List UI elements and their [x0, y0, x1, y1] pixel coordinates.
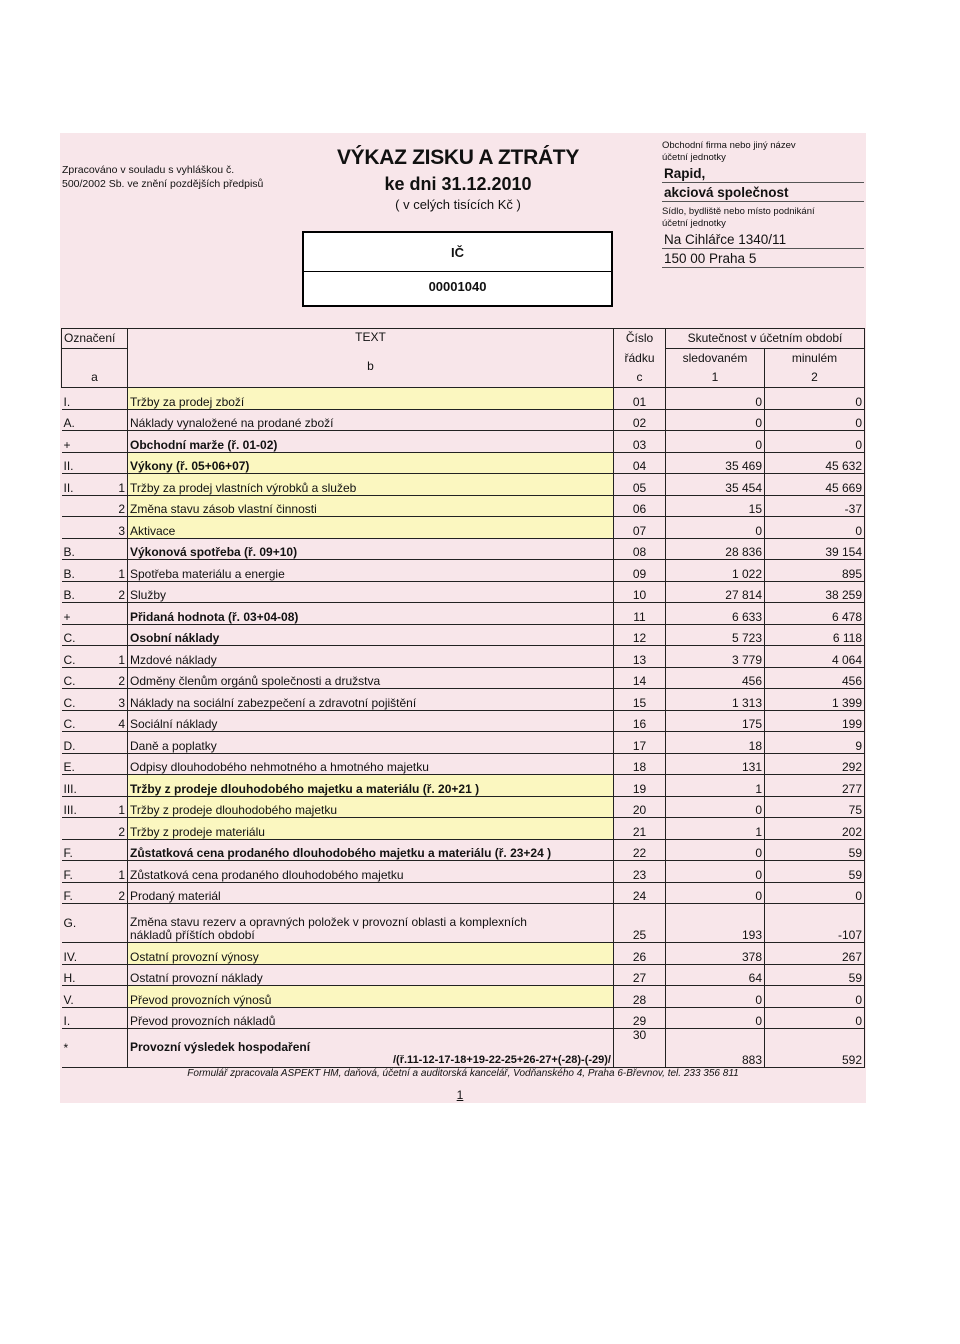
row-subnumber	[106, 409, 128, 431]
row-subnumber: 1	[106, 474, 128, 496]
table-row	[62, 753, 865, 775]
row-previous-period: 202	[765, 818, 865, 840]
row-line-number: 05	[614, 474, 666, 496]
table-row	[62, 882, 865, 904]
row-text: Zůstatková cena prodaného dlouhodobého majetku a materiálu (ř. 23+24 )	[128, 839, 614, 861]
row-marker: G.	[62, 904, 106, 943]
row-text: Změna stavu zásob vlastní činnosti	[128, 495, 614, 517]
row-text: Převod provozních nákladů	[128, 1007, 614, 1029]
row-marker: B.	[62, 560, 106, 582]
report-date: ke dni 31.12.2010	[384, 174, 532, 194]
table-row	[62, 474, 865, 496]
row-line-number: 22	[614, 839, 666, 861]
row-line-number: 28	[614, 986, 666, 1008]
row-marker: B.	[62, 581, 106, 603]
row-subnumber	[106, 1007, 128, 1029]
row-current-period: 0	[666, 839, 765, 861]
table-row	[62, 646, 865, 668]
ic-divider	[304, 271, 611, 272]
report-units: ( v celých tisících Kč )	[395, 197, 521, 212]
legal-basis-line1: Zpracováno v souladu s vyhláškou č.	[62, 164, 235, 176]
row-previous-period: 6 118	[765, 624, 865, 646]
ic-value: 00001040	[428, 279, 487, 294]
row-subnumber	[106, 775, 128, 797]
table-row	[62, 603, 865, 625]
row-current-period: 883	[666, 1029, 765, 1068]
row-line-number: 27	[614, 964, 666, 986]
row-subnumber	[106, 732, 128, 754]
row-subnumber: 2	[106, 818, 128, 840]
row-previous-period: 9	[765, 732, 865, 754]
row-text-line2: /(ř.11-12-17-18+19-22-25+26-27+(-28)-(-29)/	[393, 1054, 611, 1066]
table-row	[62, 560, 865, 582]
row-subnumber: 1	[106, 560, 128, 582]
ic-label: IČ	[451, 245, 464, 260]
row-line-number: 17	[614, 732, 666, 754]
row-line-number: 04	[614, 452, 666, 474]
row-subnumber	[106, 904, 128, 943]
row-marker	[62, 495, 106, 517]
row-subnumber	[106, 388, 128, 410]
row-current-period: 35 469	[666, 452, 765, 474]
header-col-a: a	[62, 368, 128, 388]
firm-city: 150 00 Praha 5	[662, 249, 864, 268]
row-line-number: 10	[614, 581, 666, 603]
table-row	[62, 710, 865, 732]
table-row	[62, 538, 865, 560]
header-row-1	[62, 329, 865, 349]
row-previous-period: 267	[765, 943, 865, 965]
row-previous-period: 0	[765, 1007, 865, 1029]
row-subnumber	[106, 603, 128, 625]
row-subnumber	[106, 624, 128, 646]
seat-label-1: Sídlo, bydliště nebo místo podnikání	[662, 206, 815, 217]
row-text: Převod provozních výnosů	[128, 986, 614, 1008]
row-current-period: 131	[666, 753, 765, 775]
table-row	[62, 839, 865, 861]
row-text: Přidaná hodnota (ř. 03+04-08)	[128, 603, 614, 625]
row-previous-period: 456	[765, 667, 865, 689]
row-current-period: 0	[666, 882, 765, 904]
row-previous-period: -37	[765, 495, 865, 517]
row-marker: C.	[62, 667, 106, 689]
row-current-period: 1 022	[666, 560, 765, 582]
row-text: Odpisy dlouhodobého nehmotného a hmotného majetku	[128, 753, 614, 775]
row-line-number: 08	[614, 538, 666, 560]
row-previous-period: 59	[765, 964, 865, 986]
row-line-number: 26	[614, 943, 666, 965]
row-current-period: 6 633	[666, 603, 765, 625]
row-line-number: 02	[614, 409, 666, 431]
row-subnumber	[106, 1029, 128, 1068]
row-current-period: 0	[666, 1007, 765, 1029]
row-text: Ostatní provozní výnosy	[128, 943, 614, 965]
row-previous-period: 4 064	[765, 646, 865, 668]
row-text: Spotřeba materiálu a energie	[128, 560, 614, 582]
table-row	[62, 667, 865, 689]
row-text: Služby	[128, 581, 614, 603]
row-marker: II.	[62, 452, 106, 474]
row-previous-period: 0	[765, 882, 865, 904]
income-statement-table	[61, 328, 865, 1068]
row-current-period: 18	[666, 732, 765, 754]
row-current-period: 0	[666, 796, 765, 818]
row-current-period: 1 313	[666, 689, 765, 711]
row-subnumber: 1	[106, 861, 128, 883]
row-subnumber	[106, 839, 128, 861]
table-row	[62, 818, 865, 840]
firm-street: Na Cihlářce 1340/11	[662, 230, 864, 249]
table-row	[62, 431, 865, 453]
row-marker: V.	[62, 986, 106, 1008]
table-row	[62, 861, 865, 883]
row-previous-period: 592	[765, 1029, 865, 1068]
row-current-period: 193	[666, 904, 765, 943]
row-previous-period: 59	[765, 839, 865, 861]
header-radku: řádku	[614, 349, 666, 369]
seat-label-2: účetní jednotky	[662, 218, 726, 229]
row-previous-period: 292	[765, 753, 865, 775]
row-current-period: 1	[666, 775, 765, 797]
row-marker: I.	[62, 388, 106, 410]
row-line-number: 12	[614, 624, 666, 646]
row-marker: D.	[62, 732, 106, 754]
table-row	[62, 943, 865, 965]
row-line-number: 19	[614, 775, 666, 797]
row-line-number: 15	[614, 689, 666, 711]
row-marker: E.	[62, 753, 106, 775]
row-previous-period: 1 399	[765, 689, 865, 711]
row-marker: F.	[62, 882, 106, 904]
row-previous-period: 6 478	[765, 603, 865, 625]
table-row	[62, 986, 865, 1008]
row-current-period: 0	[666, 388, 765, 410]
row-subnumber: 2	[106, 581, 128, 603]
row-line-number: 03	[614, 431, 666, 453]
row-line-number: 30	[614, 1029, 666, 1068]
row-current-period: 0	[666, 861, 765, 883]
legal-basis-line2: 500/2002 Sb. ve znění pozdějších předpisů	[62, 178, 264, 190]
row-text: Odměny členům orgánů společnosti a družstva	[128, 667, 614, 689]
row-text: Náklady vynaložené na prodané zboží	[128, 409, 614, 431]
row-marker: *	[62, 1029, 106, 1068]
footer-note: Formulář zpracovala ASPEKT HM, daňová, účetní a auditorská kancelář, Vodňanského 4, Praha 6-Břevnov, tel. 233 356 811	[187, 1068, 739, 1079]
row-previous-period: 45 669	[765, 474, 865, 496]
row-text-line1: Provozní výsledek hospodaření	[130, 1040, 311, 1054]
header-col-b: b	[367, 359, 374, 373]
table-row	[62, 775, 865, 797]
row-text: Sociální náklady	[128, 710, 614, 732]
row-text: Osobní náklady	[128, 624, 614, 646]
table-row	[62, 495, 865, 517]
row-previous-period: -107	[765, 904, 865, 943]
row-line-number: 06	[614, 495, 666, 517]
row-marker: C.	[62, 646, 106, 668]
row-text: Výkonová spotřeba (ř. 09+10)	[128, 538, 614, 560]
row-subnumber: 1	[106, 646, 128, 668]
row-text: Tržby za prodej zboží	[128, 388, 614, 410]
row-current-period: 3 779	[666, 646, 765, 668]
row-previous-period: 0	[765, 517, 865, 539]
row-marker: III.	[62, 775, 106, 797]
header-blank	[62, 349, 128, 369]
row-previous-period: 45 632	[765, 452, 865, 474]
row-text: Zůstatková cena prodaného dlouhodobého majetku	[128, 861, 614, 883]
row-line-number: 18	[614, 753, 666, 775]
row-marker: +	[62, 431, 106, 453]
firm-label-1: Obchodní firma nebo jiný název	[662, 140, 796, 151]
row-marker: A.	[62, 409, 106, 431]
row-text: Ostatní provozní náklady	[128, 964, 614, 986]
header-col-1: 1	[666, 368, 765, 388]
row-current-period: 0	[666, 517, 765, 539]
firm-name: Rapid,	[662, 164, 864, 183]
row-subnumber: 2	[106, 882, 128, 904]
table-row	[62, 964, 865, 986]
row-previous-period: 0	[765, 431, 865, 453]
row-marker	[62, 517, 106, 539]
row-text-line1: Změna stavu rezerv a opravných položek v provozní oblasti a komplexních	[130, 915, 527, 929]
row-current-period: 15	[666, 495, 765, 517]
header-minulem: minulém	[765, 349, 865, 369]
row-subnumber: 1	[106, 796, 128, 818]
row-text	[128, 1029, 614, 1068]
firm-info	[662, 140, 864, 268]
row-text: Tržby z prodeje materiálu	[128, 818, 614, 840]
row-current-period: 0	[666, 409, 765, 431]
row-line-number: 11	[614, 603, 666, 625]
header-oznaceni: Označení	[62, 329, 128, 349]
row-current-period: 0	[666, 986, 765, 1008]
row-previous-period: 59	[765, 861, 865, 883]
table-row	[62, 732, 865, 754]
row-subnumber: 4	[106, 710, 128, 732]
row-text: Mzdové náklady	[128, 646, 614, 668]
row-line-number: 25	[614, 904, 666, 943]
row-text: Tržby z prodeje dlouhodobého majetku a materiálu (ř. 20+21 )	[128, 775, 614, 797]
header-col-2: 2	[765, 368, 865, 388]
header-cislo: Číslo	[614, 329, 666, 349]
table-row	[62, 904, 865, 943]
row-marker: I.	[62, 1007, 106, 1029]
report-title-block	[300, 146, 616, 212]
row-current-period: 5 723	[666, 624, 765, 646]
table-row	[62, 689, 865, 711]
row-marker: II.	[62, 474, 106, 496]
row-current-period: 0	[666, 431, 765, 453]
row-current-period: 35 454	[666, 474, 765, 496]
table-row	[62, 581, 865, 603]
table-row	[62, 388, 865, 410]
header-text	[128, 329, 614, 388]
row-text: Aktivace	[128, 517, 614, 539]
row-line-number: 16	[614, 710, 666, 732]
row-subnumber	[106, 986, 128, 1008]
firm-label-2: účetní jednotky	[662, 152, 726, 163]
row-previous-period: 0	[765, 986, 865, 1008]
report-title: VÝKAZ ZISKU A ZTRÁTY	[336, 146, 580, 169]
row-text-line2: nákladů příštích období	[130, 928, 255, 942]
row-previous-period: 39 154	[765, 538, 865, 560]
row-previous-period: 199	[765, 710, 865, 732]
header-text-label: TEXT	[355, 330, 386, 344]
row-subnumber	[106, 431, 128, 453]
row-line-number: 13	[614, 646, 666, 668]
firm-type: akciová společnost	[662, 183, 864, 202]
row-marker: F.	[62, 861, 106, 883]
row-marker: C.	[62, 710, 106, 732]
table-row	[62, 409, 865, 431]
table-row	[62, 1029, 865, 1068]
row-marker: F.	[62, 839, 106, 861]
row-text: Tržby za prodej vlastních výrobků a služeb	[128, 474, 614, 496]
row-text: Výkony (ř. 05+06+07)	[128, 452, 614, 474]
row-text: Náklady na sociální zabezpečení a zdravotní pojištění	[128, 689, 614, 711]
row-subnumber	[106, 538, 128, 560]
row-subnumber	[106, 964, 128, 986]
row-previous-period: 895	[765, 560, 865, 582]
row-text: Tržby z prodeje dlouhodobého majetku	[128, 796, 614, 818]
row-line-number: 07	[614, 517, 666, 539]
row-marker: C.	[62, 689, 106, 711]
row-line-number: 23	[614, 861, 666, 883]
row-current-period: 175	[666, 710, 765, 732]
header-col-c: c	[614, 368, 666, 388]
row-marker: III.	[62, 796, 106, 818]
page-number: 1	[456, 1088, 464, 1102]
row-marker: IV.	[62, 943, 106, 965]
row-text	[128, 904, 614, 943]
row-previous-period: 277	[765, 775, 865, 797]
row-current-period: 1	[666, 818, 765, 840]
row-previous-period: 0	[765, 388, 865, 410]
row-line-number: 29	[614, 1007, 666, 1029]
table-row	[62, 452, 865, 474]
row-previous-period: 0	[765, 409, 865, 431]
row-subnumber: 3	[106, 689, 128, 711]
row-subnumber	[106, 753, 128, 775]
row-previous-period: 38 259	[765, 581, 865, 603]
row-subnumber	[106, 452, 128, 474]
row-current-period: 64	[666, 964, 765, 986]
row-marker: +	[62, 603, 106, 625]
row-line-number: 21	[614, 818, 666, 840]
row-current-period: 378	[666, 943, 765, 965]
row-line-number: 20	[614, 796, 666, 818]
row-marker	[62, 818, 106, 840]
table-row	[62, 517, 865, 539]
row-marker: H.	[62, 964, 106, 986]
table-row	[62, 624, 865, 646]
header-skutecnost: Skutečnost v účetním období	[666, 329, 865, 349]
ic-box	[302, 231, 613, 307]
row-text: Obchodní marže (ř. 01-02)	[128, 431, 614, 453]
row-current-period: 28 836	[666, 538, 765, 560]
row-line-number: 09	[614, 560, 666, 582]
row-line-number: 01	[614, 388, 666, 410]
row-text: Prodaný materiál	[128, 882, 614, 904]
row-subnumber	[106, 943, 128, 965]
row-marker: B.	[62, 538, 106, 560]
row-marker: C.	[62, 624, 106, 646]
header-sledovanem: sledovaném	[666, 349, 765, 369]
table-row	[62, 1007, 865, 1029]
row-line-number: 24	[614, 882, 666, 904]
row-previous-period: 75	[765, 796, 865, 818]
row-current-period: 456	[666, 667, 765, 689]
row-line-number: 14	[614, 667, 666, 689]
row-subnumber: 3	[106, 517, 128, 539]
legal-basis-note	[62, 163, 302, 191]
row-subnumber: 2	[106, 495, 128, 517]
row-current-period: 27 814	[666, 581, 765, 603]
table-row	[62, 796, 865, 818]
row-subnumber: 2	[106, 667, 128, 689]
row-text: Daně a poplatky	[128, 732, 614, 754]
